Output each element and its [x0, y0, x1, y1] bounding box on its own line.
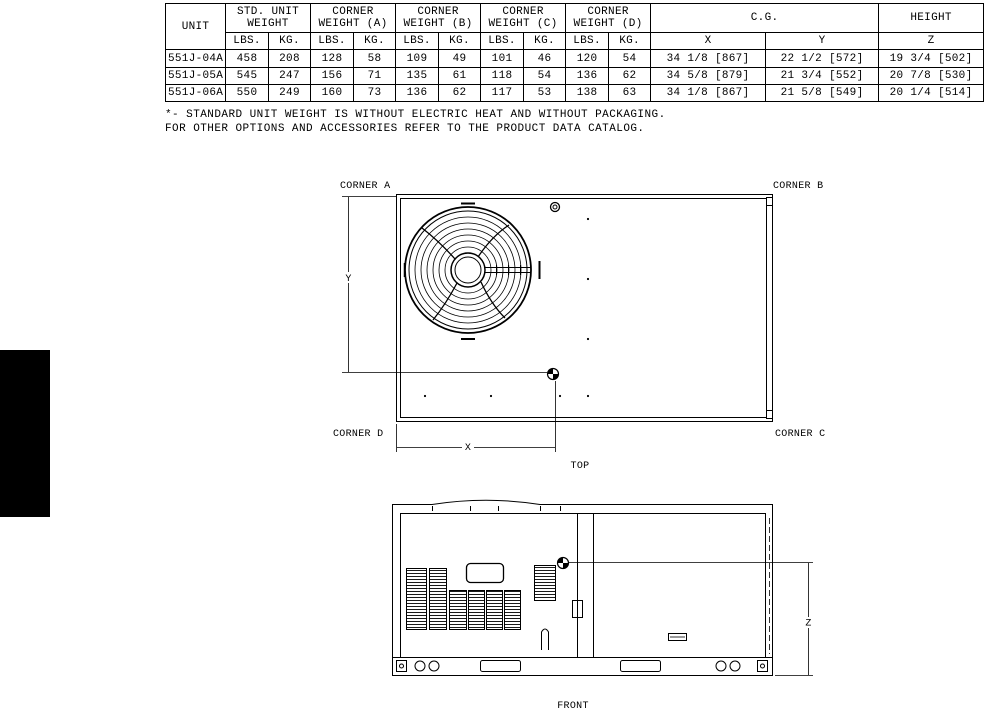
access-slot: [467, 564, 504, 583]
table-cell: 19 3/4 [502]: [879, 50, 984, 68]
subheader-height-z: Z: [879, 33, 984, 50]
center-of-gravity-symbol: [558, 558, 569, 569]
table-cell: 136: [566, 68, 609, 85]
louver-panel: [407, 569, 427, 630]
table-cell: 156: [311, 68, 354, 85]
subheader-lbs: LBS.: [481, 33, 524, 50]
table-cell: 62: [609, 68, 651, 85]
rigging-hole: [415, 661, 425, 671]
cg-quadrant: [558, 558, 564, 564]
vent-port-inner: [553, 205, 557, 209]
table-cell: 136: [396, 85, 439, 102]
subheader-cg-x: X: [651, 33, 766, 50]
screw-dot: [559, 395, 561, 397]
base-rail-bolt: [400, 664, 404, 668]
rigging-hole: [716, 661, 726, 671]
header-line: CORNER: [332, 6, 374, 18]
fan-grille-spoke: [422, 228, 455, 259]
screw-dot: [587, 338, 589, 340]
condenser-fan-grille: [405, 207, 531, 333]
header-line: CORNER: [502, 6, 544, 18]
rigging-hole: [429, 661, 439, 671]
table-cell: 61: [439, 68, 481, 85]
label-corner-b: CORNER B: [773, 181, 824, 192]
subheader-lbs: LBS.: [311, 33, 354, 50]
forklift-slot: [621, 661, 661, 672]
screw-dot: [587, 395, 589, 397]
louver-panel: [450, 591, 467, 630]
header-line: WEIGHT (C): [488, 18, 558, 30]
table-cell: 128: [311, 50, 354, 68]
table-cell: 120: [566, 50, 609, 68]
table-cell: 101: [481, 50, 524, 68]
base-rail-bracket: [758, 661, 768, 672]
unit-model-cell: 551J-06A: [166, 85, 226, 102]
front-outer-outline: [393, 500, 773, 675]
base-rail-bracket: [397, 661, 407, 672]
table-cell: 46: [524, 50, 566, 68]
table-cell: 53: [524, 85, 566, 102]
subheader-kg: KG.: [439, 33, 481, 50]
header-height: HEIGHT: [879, 4, 984, 33]
table-cell: 545: [226, 68, 269, 85]
base-rail-bolt: [761, 664, 765, 668]
table-cell: 109: [396, 50, 439, 68]
table-cell: 160: [311, 85, 354, 102]
note-line: *- STANDARD UNIT WEIGHT IS WITHOUT ELECTRIC HEAT AND WITHOUT PACKAGING.: [165, 109, 666, 121]
dimension-label-x: X: [464, 443, 472, 454]
top-corner-bracket: [767, 198, 773, 206]
drain-outlet: [542, 629, 549, 650]
top-corner-bracket: [767, 411, 773, 419]
table-cell: 73: [354, 85, 396, 102]
view-label-top: TOP: [570, 461, 590, 472]
fan-hub-inner: [455, 257, 481, 283]
subheader-lbs: LBS.: [226, 33, 269, 50]
louver-panel: [487, 591, 503, 630]
cg-quadrant: [553, 374, 559, 380]
louver-panel: [535, 566, 556, 601]
table-cell: 20 1/4 [514]: [879, 85, 984, 102]
table-cell: 550: [226, 85, 269, 102]
header-unit: UNIT: [166, 4, 226, 50]
table-cell: 20 7/8 [530]: [879, 68, 984, 85]
screw-dot: [490, 395, 492, 397]
dimension-label-y: Y: [345, 274, 352, 285]
table-cell: 54: [609, 50, 651, 68]
subheader-kg: KG.: [524, 33, 566, 50]
label-corner-a: CORNER A: [340, 181, 391, 192]
rigging-hole: [730, 661, 740, 671]
subheader-lbs: LBS.: [566, 33, 609, 50]
forklift-slot: [481, 661, 521, 672]
header-line: STD. UNIT: [236, 6, 300, 18]
note-line: FOR OTHER OPTIONS AND ACCESSORIES REFER TO THE PRODUCT DATA CATALOG.: [165, 123, 645, 135]
vent-port: [551, 203, 560, 212]
subheader-lbs: LBS.: [396, 33, 439, 50]
louver-panel: [469, 591, 485, 630]
subheader-kg: KG.: [269, 33, 311, 50]
header-line: WEIGHT (A): [318, 18, 388, 30]
table-cell: 34 5/8 [879]: [651, 68, 766, 85]
table-cell: 118: [481, 68, 524, 85]
table-cell: 34 1/8 [867]: [651, 85, 766, 102]
table-cell: 58: [354, 50, 396, 68]
louver-panel: [505, 591, 521, 630]
unit-model-cell: 551J-04A: [166, 50, 226, 68]
table-cell: 458: [226, 50, 269, 68]
top-view: [342, 195, 773, 453]
header-line: WEIGHT: [247, 18, 289, 30]
table-cell: 135: [396, 68, 439, 85]
table-cell: 21 3/4 [552]: [766, 68, 879, 85]
unit-model-cell: 551J-05A: [166, 68, 226, 85]
cg-quadrant: [563, 563, 569, 569]
subheader-cg-y: Y: [766, 33, 879, 50]
table-cell: 117: [481, 85, 524, 102]
table-cell: 62: [439, 85, 481, 102]
table-cell: 71: [354, 68, 396, 85]
center-of-gravity-symbol: [548, 369, 559, 380]
cg-quadrant: [548, 369, 554, 375]
view-label-front: FRONT: [557, 701, 589, 711]
front-view: [392, 500, 813, 675]
louver-panel: [430, 569, 447, 630]
table-cell: 34 1/8 [867]: [651, 50, 766, 68]
table-cell: 208: [269, 50, 311, 68]
header-line: CORNER: [417, 6, 459, 18]
subheader-kg: KG.: [354, 33, 396, 50]
screw-dot: [587, 218, 589, 220]
table-cell: 54: [524, 68, 566, 85]
table-cell: 49: [439, 50, 481, 68]
louver-grille: [407, 566, 556, 630]
table-cell: 247: [269, 68, 311, 85]
subheader-kg: KG.: [609, 33, 651, 50]
header-cg: C.G.: [651, 4, 879, 33]
table-cell: 63: [609, 85, 651, 102]
table-cell: 249: [269, 85, 311, 102]
table-cell: 21 5/8 [549]: [766, 85, 879, 102]
header-line: CORNER: [587, 6, 629, 18]
label-corner-d: CORNER D: [333, 429, 384, 440]
table-cell: 22 1/2 [572]: [766, 50, 879, 68]
screw-dot: [424, 395, 426, 397]
dimension-label-z: Z: [805, 618, 812, 630]
header-line: WEIGHT (B): [403, 18, 473, 30]
screw-dots: [424, 218, 589, 397]
label-corner-c: CORNER C: [775, 429, 826, 440]
table-cell: 138: [566, 85, 609, 102]
screw-dot: [587, 278, 589, 280]
fan-grille-spoke: [481, 282, 505, 318]
header-line: WEIGHT (D): [573, 18, 643, 30]
